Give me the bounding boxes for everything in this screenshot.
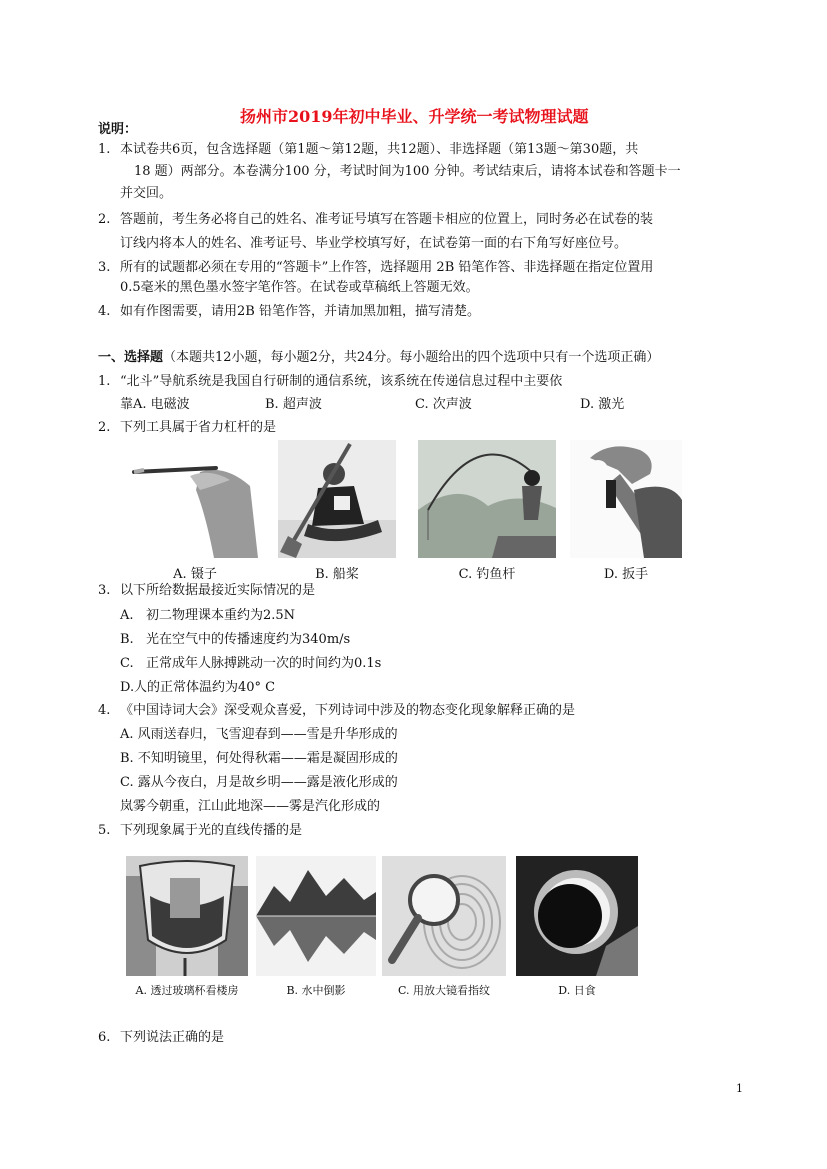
- note-4-line-1: 如有作图需要，请用2B 铅笔作答，并请加黑加粗，描写清楚。: [120, 304, 480, 319]
- q3-option-b-text: 光在空气中的传播速度约为340m/s: [146, 632, 351, 647]
- q3-option-a-text: 初二物理课本重约为2.5N: [146, 608, 296, 623]
- q2-caption-d: D. 扳手: [603, 567, 649, 582]
- note-1-line-3: 并交回。: [120, 186, 173, 201]
- wrench-image: [570, 440, 682, 558]
- q4-option-b: B. 不知明镜里，何处得秋霜——霜是凝固形成的: [120, 751, 398, 766]
- q1-option-a: 靠A. 电磁波: [120, 397, 190, 412]
- note-1-num: 1.: [98, 142, 111, 157]
- note-3-line-1: 所有的试题都必须在专用的“答题卡”上作答，选择题用 2B 铅笔作答、非选择题在指定位置用: [120, 260, 654, 275]
- reflection-image: [256, 856, 376, 976]
- q3-option-d-text: 人的正常体温约为40° C: [134, 680, 276, 695]
- q4-option-a: A. 风雨送春归，飞雪迎春到——雪是升华形成的: [120, 727, 398, 742]
- q1-option-c: C. 次声波: [415, 397, 472, 412]
- note-2-num: 2.: [98, 212, 111, 227]
- q5-caption-c: C. 用放大镜看指纹: [397, 984, 491, 997]
- q4-number: 4.: [98, 703, 111, 718]
- q3-option-b-label: B.: [120, 632, 134, 647]
- tweezers-image: [130, 446, 260, 558]
- q2-number: 2.: [98, 420, 111, 435]
- paddle-image: [278, 440, 396, 558]
- notes-heading: 说明：: [98, 122, 138, 137]
- q5-stem: 下列现象属于光的直线传播的是: [120, 823, 303, 838]
- note-4-num: 4.: [98, 304, 111, 319]
- q4-stem: 《中国诗词大会》深受观众喜爱，下列诗词中涉及的物态变化现象解释正确的是: [120, 703, 576, 718]
- q3-option-c-text: 正常成年人脉搏跳动一次的时间约为0.1s: [146, 656, 382, 671]
- note-2-line-2: 订线内将本人的姓名、准考证号、毕业学校填写好，在试卷第一面的右下角写好座位号。: [120, 236, 628, 251]
- q2-caption-b: B. 船桨: [315, 567, 359, 582]
- q4-option-d: 岚雾今朝重，江山此地深——雾是汽化形成的: [120, 799, 381, 814]
- solar-eclipse-image: [516, 856, 638, 976]
- q2-stem: 下列工具属于省力杠杆的是: [120, 420, 277, 435]
- q3-option-c-label: C.: [120, 656, 134, 671]
- q5-number: 5.: [98, 823, 111, 838]
- q6-number: 6.: [98, 1030, 111, 1045]
- q5-caption-a: A. 透过玻璃杯看楼房: [135, 984, 239, 997]
- q6-stem: 下列说法正确的是: [120, 1030, 225, 1045]
- q1-stem: “北斗”导航系统是我国自行研制的通信系统，该系统在传递信息过程中主要依: [120, 374, 563, 389]
- page-title: 扬州市2019年初中毕业、升学统一考试物理试题: [240, 107, 589, 126]
- q5-caption-d: D. 日食: [558, 984, 596, 997]
- note-3-line-2: 0.5毫米的黑色墨水签字笔作答。在试卷或草稿纸上答题无效。: [120, 280, 479, 295]
- q2-caption-a: A. 镊子: [173, 567, 217, 582]
- note-3-num: 3.: [98, 260, 111, 275]
- q3-stem: 以下所给数据最接近实际情况的是: [120, 583, 316, 598]
- q1-option-d: D. 激光: [580, 397, 625, 412]
- q3-number: 3.: [98, 583, 111, 598]
- q3-option-d-label: D.: [120, 680, 135, 695]
- section-1-header: [98, 350, 659, 366]
- q2-caption-c: C. 钓鱼杆: [458, 567, 516, 582]
- note-1-line-2: 18 题）两部分。本卷满分100 分，考试时间为100 分钟。考试结束后，请将本试卷和答题卡一: [134, 164, 681, 179]
- q3-option-a-label: A.: [120, 608, 134, 623]
- note-2-line-1: 答题前，考生务必将自己的姓名、准考证号填写在答题卡相应的位置上，同时务必在试卷的装: [120, 212, 654, 227]
- q5-caption-b: B. 水中倒影: [286, 984, 346, 997]
- section-1-heading: 一、选择题: [98, 350, 164, 365]
- fishing-rod-image: [418, 440, 556, 558]
- q1-option-b: B. 超声波: [265, 397, 322, 412]
- q1-number: 1.: [98, 374, 111, 389]
- q4-option-c: C. 露从今夜白，月是故乡明——露是液化形成的: [120, 775, 398, 790]
- note-1-line-1: 本试卷共6页，包含选择题（第1题～第12题，共12题）、非选择题（第13题～第30题，共: [120, 142, 639, 157]
- glass-building-image: [126, 856, 248, 976]
- section-1-desc: （本题共12小题，每小题2分，共24分。每小题给出的四个选项中只有一个选项正确）: [163, 350, 660, 365]
- page-number: 1: [736, 1082, 743, 1095]
- magnifier-fingerprint-image: [382, 856, 506, 976]
